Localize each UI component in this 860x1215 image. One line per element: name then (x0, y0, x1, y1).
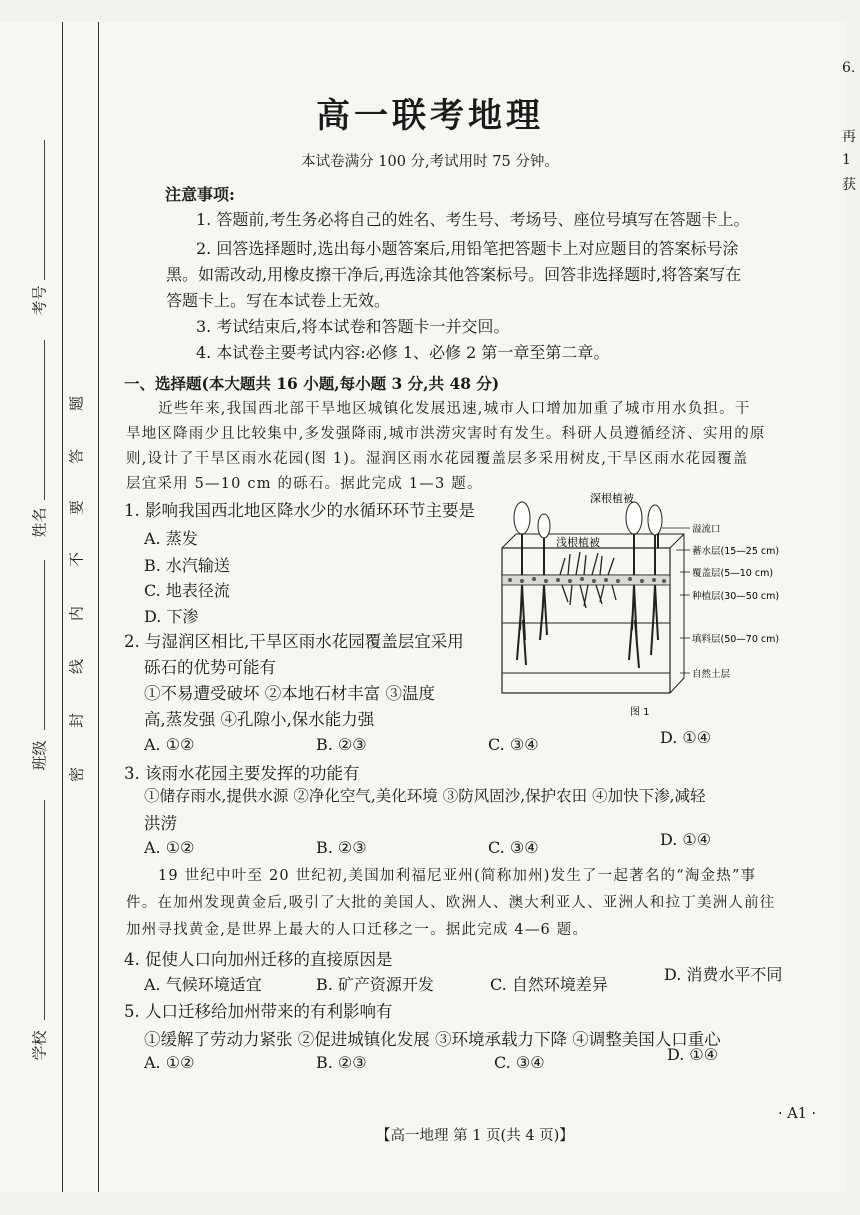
q1-option-c: C. 地表径流 (144, 581, 230, 600)
q2-option-c: C. ③④ (488, 735, 539, 754)
q4-option-b: B. 矿产资源开发 (316, 975, 434, 994)
question-3: 3. 该雨水花园主要发挥的功能有 (124, 764, 360, 783)
q5-option-d: D. ①④ (667, 1045, 719, 1064)
material-line: 近些年来,我国西北部干旱地区城镇化发展迅速,城市人口增加加重了城市用水负担。干 (158, 401, 751, 417)
page-title: 高一联考地理 (316, 96, 544, 136)
page-footer: 【高一地理 第 1 页(共 4 页)】 (376, 1128, 574, 1144)
q1-option-d: D. 下渗 (144, 607, 199, 626)
rain-garden-figure (490, 490, 830, 725)
question-5: 5. 人口迁移给加州带来的有利影响有 (124, 1002, 393, 1021)
edge-char: 6. (842, 60, 856, 76)
seal-char: 内 (67, 606, 86, 622)
q4-option-d: D. 消费水平不同 (664, 965, 783, 984)
material-line: 19 世纪中叶至 20 世纪初,美国加利福尼亚州(简称加州)发生了一起著名的“淘金热”事 (158, 868, 757, 884)
q3-option-b: B. ②③ (316, 838, 367, 857)
cover-layer-label: 覆盖层(5—10 cm) (692, 568, 774, 579)
q1-option-a: A. 蒸发 (144, 529, 198, 548)
notes-heading: 注意事项: (165, 185, 235, 204)
natural-soil-label: 自然土层 (692, 669, 731, 680)
q3-option-d: D. ①④ (660, 830, 712, 849)
exam-no-label: 考号 (30, 285, 49, 316)
seal-char: 封 (67, 713, 86, 729)
question-2: 2. 与湿润区相比,干旱区雨水花园覆盖层宜采用 (124, 632, 464, 651)
edge-char: 再 (842, 129, 856, 145)
class-fill-line (44, 560, 45, 730)
planting-layer-label: 种植层(30—50 cm) (692, 591, 780, 602)
seal-char: 要 (67, 500, 86, 516)
q1-option-b: B. 水汽输送 (144, 556, 230, 575)
q2-option-a: A. ①② (144, 735, 195, 754)
note-line: 2. 回答选择题时,选出每小题答案后,用铅笔把答题卡上对应题目的答案标号涂 (196, 239, 739, 258)
q3-option-c: C. ③④ (488, 838, 539, 857)
question-2-cont: 砾石的优势可能有 (144, 658, 276, 677)
seal-char: 题 (67, 396, 86, 412)
edge-char: 1 (842, 152, 851, 168)
filler-layer-label: 填料层(50—70 cm) (692, 634, 780, 645)
class-label: 班级 (30, 740, 49, 771)
seal-char: 答 (67, 449, 86, 465)
name-label: 姓名 (30, 507, 49, 538)
question-1: 1. 影响我国西北地区降水少的水循环环节主要是 (124, 501, 475, 520)
page-subtitle: 本试卷满分 100 分,考试用时 75 分钟。 (301, 154, 559, 170)
material-line: 则,设计了干旱区雨水花园(图 1)。湿润区雨水花园覆盖层多采用树皮,干旱区雨水花园覆盖 (126, 451, 749, 467)
q5-items: ①缓解了劳动力紧张 ②促进城镇化发展 ③环境承载力下降 ④调整美国人口重心 (144, 1030, 721, 1049)
storage-layer-label: 蓄水层(15—25 cm) (692, 546, 780, 557)
seal-char: 密 (67, 767, 86, 783)
margin-line-inner (98, 22, 99, 1192)
edge-char: 获 (842, 177, 856, 193)
overflow-label: 溢流口 (692, 524, 721, 535)
note-line: 黑。如需改动,用橡皮擦干净后,再选涂其他答案标号。回答非选择题时,将答案写在 (166, 265, 742, 284)
material-line: 加州寻找黄金,是世界上最大的人口迁移之一。据此完成 4—6 题。 (126, 922, 589, 938)
seal-char: 线 (67, 659, 86, 675)
cover-layer (502, 575, 670, 585)
question-4: 4. 促使人口向加州迁移的直接原因是 (124, 950, 393, 969)
q4-option-c: C. 自然环境差异 (490, 975, 608, 994)
name-fill-line (44, 340, 45, 500)
material-line: 旱地区降雨少且比较集中,多发强降雨,城市洪涝灾害时有发生。科研人员遵循经济、实用的原 (126, 426, 766, 442)
garden-box (502, 548, 670, 693)
q5-option-b: B. ②③ (316, 1053, 367, 1072)
seal-char: 不 (67, 552, 86, 568)
q3-option-a: A. ①② (144, 838, 195, 857)
margin-line-outer (62, 22, 63, 1192)
q2-option-d: D. ①④ (660, 728, 712, 747)
q4-option-a: A. 气候环境适宜 (144, 975, 262, 994)
q3-items: ①储存雨水,提供水源 ②净化空气,美化环境 ③防风固沙,保护农田 ④加快下渗,减轻 (144, 787, 706, 805)
paper-code: · A1 · (778, 1106, 817, 1122)
note-line: 1. 答题前,考生务必将自己的姓名、考生号、考场号、座位号填写在答题卡上。 (196, 210, 750, 229)
q5-option-a: A. ①② (144, 1053, 195, 1072)
figure-caption: 图 1 (630, 707, 650, 718)
note-line: 3. 考试结束后,将本试卷和答题卡一并交回。 (196, 317, 510, 336)
material-line: 件。在加州发现黄金后,吸引了大批的美国人、欧洲人、澳大利亚人、亚洲人和拉丁美洲人前往 (126, 895, 776, 911)
section-heading: 一、选择题(本大题共 16 小题,每小题 3 分,共 48 分) (124, 374, 500, 393)
school-fill-line (44, 800, 45, 1020)
deep-root-label: 深根植被 (590, 492, 634, 505)
q5-option-c: C. ③④ (494, 1053, 545, 1072)
q2-option-b: B. ②③ (316, 735, 367, 754)
note-line: 答题卡上。写在本试卷上无效。 (166, 291, 391, 310)
material-line: 层宜采用 5—10 cm 的砾石。据此完成 1—3 题。 (126, 476, 483, 492)
q2-items: ①不易遭受破坏 ②本地石材丰富 ③温度 (144, 684, 435, 703)
shallow-root-label: 浅根植被 (556, 536, 600, 549)
q3-items-cont: 洪涝 (144, 814, 177, 833)
note-line: 4. 本试卷主要考试内容:必修 1、必修 2 第一章至第二章。 (196, 343, 610, 362)
q2-items-cont: 高,蒸发强 ④孔隙小,保水能力强 (144, 710, 375, 729)
school-label: 学校 (30, 1030, 49, 1061)
